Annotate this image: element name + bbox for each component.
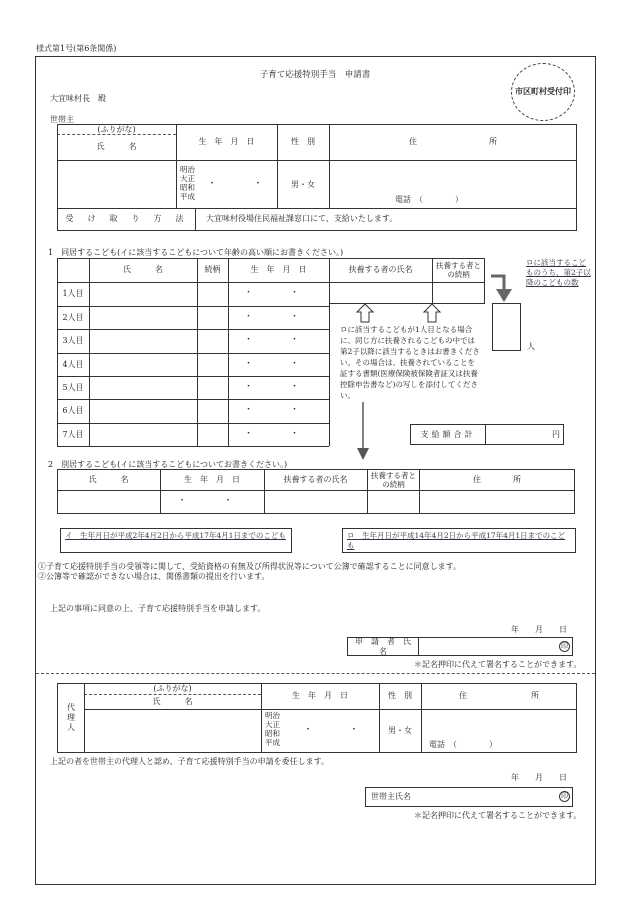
total-amount-label: 支給額合計: [420, 429, 476, 439]
agent-address-input[interactable]: [422, 710, 576, 738]
col-child-name: 氏 名: [123, 265, 163, 274]
agent-name-header: 氏 名: [152, 696, 193, 706]
col-birth: 生 年 月 日: [250, 265, 307, 274]
agent-name-input[interactable]: [85, 710, 260, 751]
household-head-label: 世帯主: [50, 115, 74, 124]
delegation-date[interactable]: 年 月 日: [511, 773, 567, 782]
col-address: 住 所: [473, 474, 521, 484]
birth-header: 生 年 月 日: [198, 137, 255, 146]
agent-furigana-label: (ふりがな): [153, 684, 192, 693]
col-supporter-name: 扶養する者の氏名: [283, 474, 348, 484]
form-title: 子育て応援特別手当 申請書: [259, 70, 371, 80]
row-label: 7人目: [62, 429, 84, 439]
address-input[interactable]: [330, 161, 576, 193]
form-number: 様式第1号(第6条関係): [36, 44, 117, 53]
agent-phone-label[interactable]: 電話 （ ）: [429, 740, 497, 749]
section2-heading: 2 別居するこども(イに該当するこどもについてお書きください。): [48, 460, 288, 469]
household-head-table: [57, 124, 577, 230]
col-supporter-name: 扶養する者の氏名: [348, 265, 413, 274]
second-child-count-note: ロに該当するこどものうち、第2子以降のこどもの数: [526, 258, 591, 287]
household-head-sign-input[interactable]: [426, 788, 551, 806]
application-date[interactable]: 年 月 日: [511, 625, 567, 634]
second-child-explanation: ロに該当するこどもが1人目となる場合に、同じ方に扶養されるこどもの中では第2子以降に該当するときはお書きください。その場合は、扶養されていることを証する書類(医療保険被保険者証又は扶養控除申告書など)の写しを添付してください。: [340, 325, 480, 400]
applicant-name-box: [347, 637, 573, 656]
col-child-name: 氏 名: [88, 474, 129, 484]
consent-line-2: ②公簿等で確認ができない場合は、関係書類の提出を行います。: [38, 572, 270, 581]
reception-stamp-area: 市区町村受付印: [511, 63, 575, 121]
col-supporter-relation: 扶養する者との続柄: [371, 470, 416, 489]
agent-birth-date-input[interactable]: ・ ・: [303, 725, 373, 736]
receipt-method-value: 大宜味村役場住民福祉課窓口にて、支給いたします。: [206, 214, 398, 223]
supporter-relation-input[interactable]: [433, 283, 484, 303]
phone-label[interactable]: 電話 （ ）: [395, 195, 463, 204]
birth-date-input[interactable]: ・ ・: [207, 178, 277, 189]
address-header: 住 所: [409, 137, 497, 146]
household-head-sign-label: 世帯主氏名: [371, 792, 411, 801]
seal-mark: 印: [561, 642, 568, 651]
consent-line-1: ①子育て応援特別手当の受領等に関して、受給資格の有無及び所得状況等について公簿で確認することに同意します。: [38, 562, 462, 571]
agent-birth-header: 生 年 月 日: [292, 691, 348, 700]
up-arrows-icon: [355, 303, 445, 323]
era-list: 明治 大正 昭和 平成: [180, 165, 195, 201]
name-header: 氏 名: [96, 142, 137, 151]
furigana-label: (ふりがな): [97, 124, 136, 134]
addressee: 大宜味村長 殿: [50, 94, 106, 103]
agent-sex-select[interactable]: 男・女: [388, 726, 412, 735]
child-birth-input[interactable]: ・ ・: [243, 288, 313, 299]
sex-header: 性 別: [291, 137, 315, 146]
applicant-name-label: 申 請 者 氏 名: [355, 636, 419, 656]
child-birth-input[interactable]: ・ ・: [243, 335, 313, 346]
row-label: 6人目: [62, 406, 84, 415]
separate-child-birth-input[interactable]: ・ ・: [177, 496, 247, 507]
agent-address-header: 住 所: [459, 691, 539, 700]
row-label: 5人目: [62, 382, 84, 392]
count-unit: 人: [527, 342, 535, 351]
total-amount-input[interactable]: [486, 425, 548, 444]
cut-line: [36, 673, 595, 674]
col-relation: 続柄: [204, 265, 221, 274]
delegation-statement: 上記の者を世帯主の代理人と認め、子育て応援特別手当の申請を委任します。: [50, 757, 330, 766]
supporter-name-input[interactable]: [330, 283, 432, 303]
row-label: 1人目: [62, 289, 84, 298]
agent-table: [57, 683, 577, 752]
household-head-sign-box: [365, 787, 573, 807]
row-label: 2人目: [62, 312, 84, 322]
apply-statement: 上記の事項に同意の上、子育て応援特別手当を申請します。: [50, 604, 266, 613]
seal-mark: 印: [561, 792, 568, 801]
col-birth: 生 年 月 日: [184, 474, 240, 484]
section1-heading: 1 同居するこども(イに該当するこどもについて年齢の高い順にお書きください。): [48, 248, 344, 257]
child-birth-input[interactable]: ・ ・: [243, 311, 313, 322]
child-birth-input[interactable]: ・ ・: [243, 358, 313, 369]
definition-i: イ 生年月日が平成2年4月2日から平成17年4月1日までのこども: [60, 528, 292, 553]
separate-children-table: [57, 469, 575, 513]
row-label: 3人目: [62, 336, 84, 345]
agent-era-list: 明治 大正 昭和 平成: [265, 711, 280, 747]
total-amount-box: [410, 424, 564, 445]
row-label: 4人目: [62, 359, 84, 369]
child-birth-input[interactable]: ・ ・: [243, 381, 313, 392]
definition-ro: ロ 生年月日が平成14年4月2日から平成17年4月1日までのこども: [342, 528, 576, 553]
col-supporter-relation: 扶養する者との続柄: [436, 261, 481, 279]
signature-note: ＊記名押印に代えて署名することができます。: [414, 811, 582, 820]
second-child-count-input[interactable]: [492, 303, 521, 351]
child-birth-input[interactable]: ・ ・: [243, 405, 313, 416]
agent-sex-header: 性 別: [388, 691, 412, 700]
child-birth-input[interactable]: ・ ・: [243, 428, 313, 439]
agent-label: 代理人: [66, 702, 76, 733]
signature-note: ＊記名押印に代えて署名することができます。: [414, 660, 582, 669]
bent-arrow-icon: [490, 272, 522, 304]
total-amount-unit: 円: [552, 429, 560, 439]
applicant-name-input[interactable]: [419, 638, 554, 655]
head-name-input[interactable]: [58, 161, 175, 207]
down-arrow-icon: [355, 402, 371, 462]
sex-select[interactable]: 男・女: [291, 179, 315, 189]
receipt-method-label: 受 け 取 り 方 法: [65, 214, 187, 223]
